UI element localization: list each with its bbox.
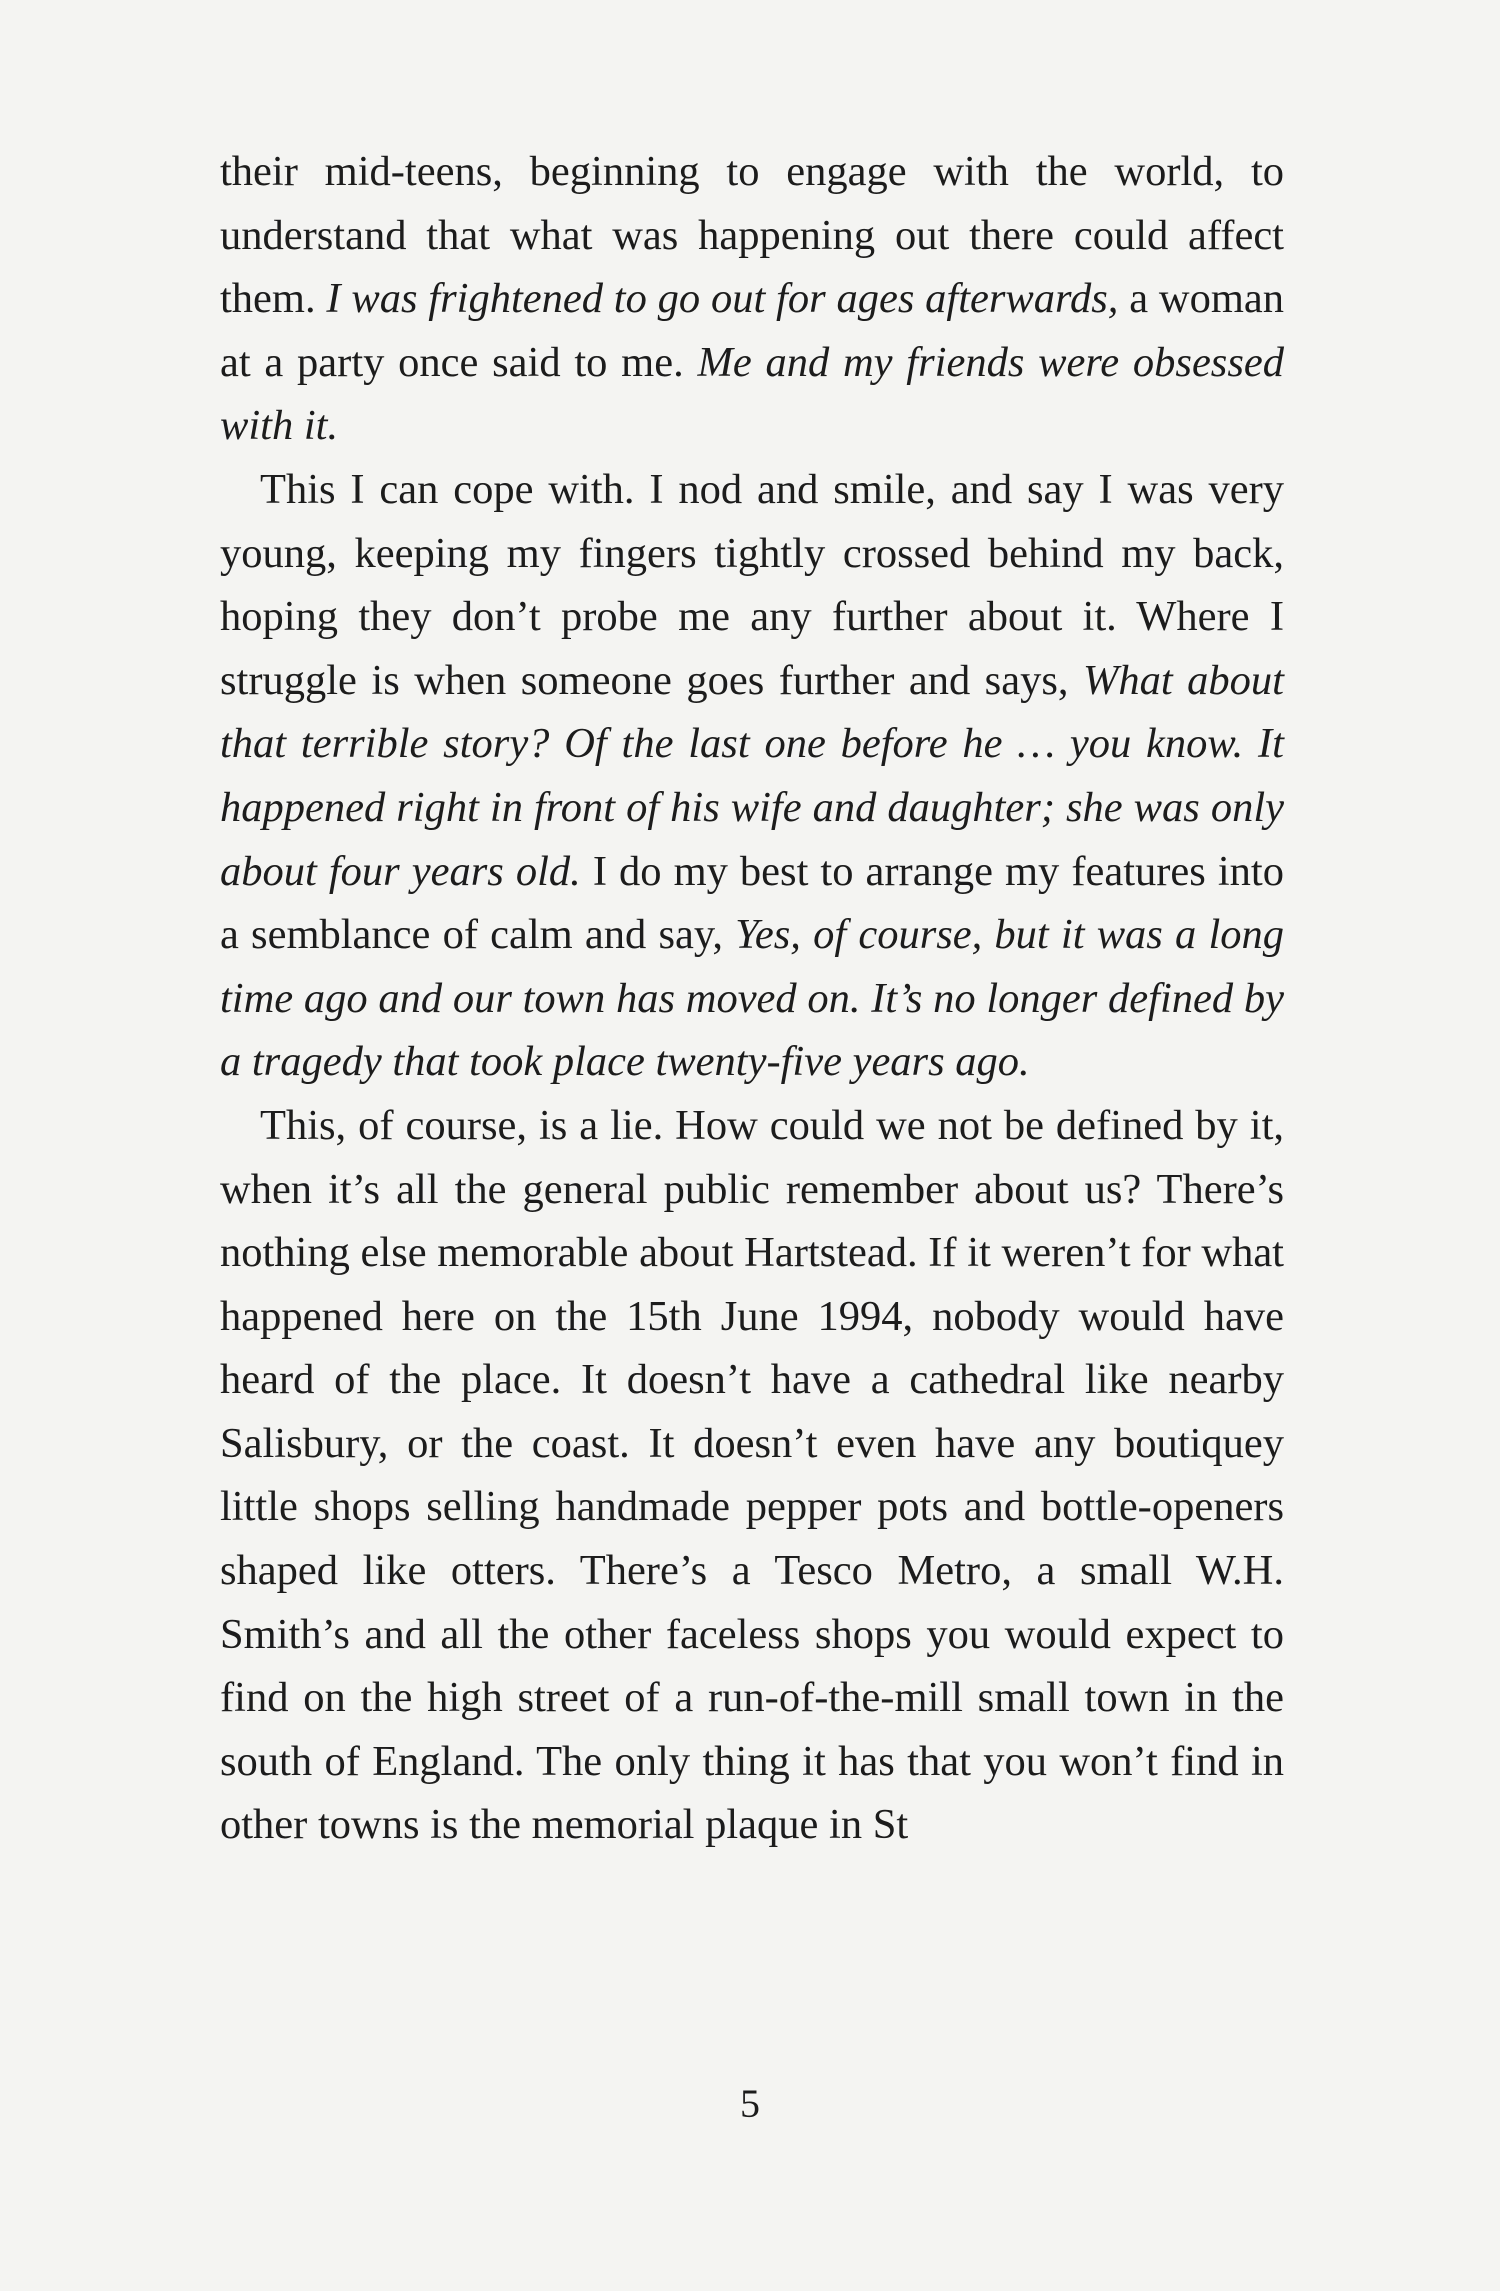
paragraph-1 — [220, 140, 1284, 458]
paragraph-2-segment-1: This I can cope with. I nod and smile, and say I was very young, keeping my fingers tightly crossed behind my back, hoping they don’t probe me any further about it. Where I struggle is when someone goes further and says, — [220, 465, 1284, 704]
paragraph-2-segment-2: What about that terrible story? Of the last one before he … you know. It happened right in front of his wife and daughter; she was only about four years old. — [220, 656, 1284, 895]
paragraph-3 — [220, 1094, 1284, 1857]
paragraph-3-segment-1: This, of course, is a lie. How could we not be defined by it, when it’s all the general public remember about us? There’s nothing else memorable about Hartstead. If it weren’t for what happened here on the 15th June 1994, nobody would have heard of the place. It doesn’t have a cathedral like nearby Salisbury, or the coast. It doesn’t even have any boutiquey little shops selling handmade pepper pots and bottle-openers shaped like otters. There’s a Tesco Metro, a small W.H. Smith’s and all the other faceless shops you would expect to find on the high street of a run-of-the-mill small town in the south of England. The only thing it has that you won’t find in other towns is the memorial plaque in St — [220, 1101, 1284, 1849]
paragraph-1-segment-3: a woman at a party once said to me. — [220, 275, 1284, 386]
paragraph-2-segment-4: Yes, of course, but it was a long time ago and our town has moved on. It’s no longer defined by a tragedy that took place twenty-five years ago. — [220, 911, 1284, 1086]
paragraph-2-segment-3: I do my best to arrange my features into a semblance of calm and say, — [220, 847, 1284, 959]
paragraph-2 — [220, 458, 1284, 1094]
paragraph-1-segment-1: their mid-teens, beginning to engage with the world, to understand that what was happening out there could affect them. — [220, 148, 1284, 323]
page-number: 5 — [740, 2081, 760, 2126]
paragraph-1-segment-4: Me and my friends were obsessed with it. — [220, 338, 1284, 450]
body-text — [220, 140, 1284, 1857]
paragraph-1-segment-2: I was frightened to go out for ages afterwards, — [326, 275, 1119, 323]
